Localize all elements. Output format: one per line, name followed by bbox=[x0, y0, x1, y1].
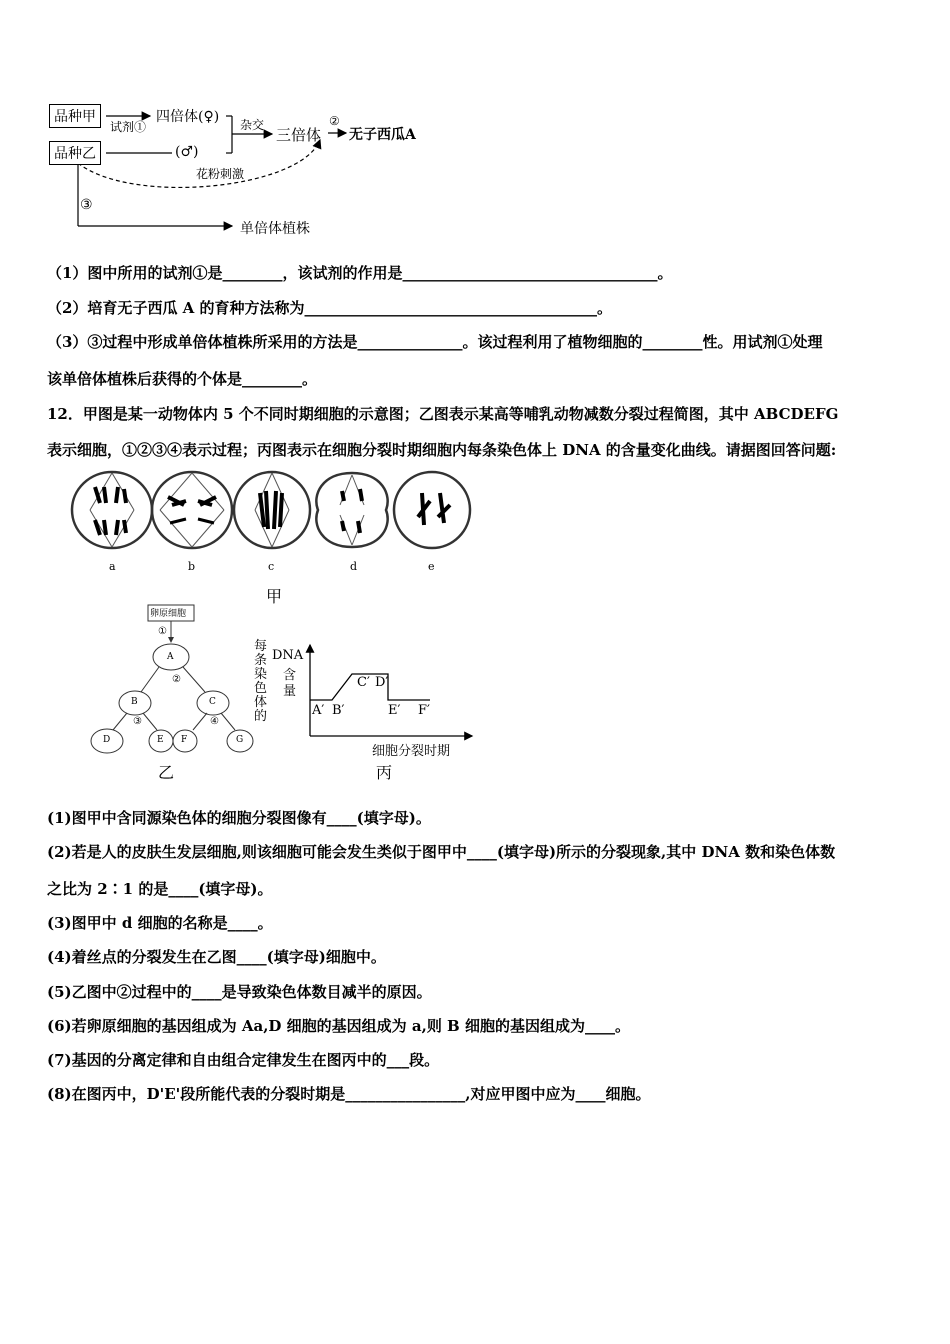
point-C: C′ bbox=[357, 675, 370, 690]
tetraploid-label: 四倍体(♀) bbox=[156, 109, 220, 125]
q12-intro-line2: 表示细胞，①②③④表示过程；丙图表示在细胞分裂时期细胞内每条染色体上 DNA 的含量变化曲线。请据图回答问题: bbox=[47, 441, 837, 459]
step1-label: ① bbox=[158, 626, 167, 637]
q11-line4: 该单倍体植株后获得的个体是________。 bbox=[47, 370, 318, 388]
question-1: (1)图甲中含同源染色体的细胞分裂图像有____(填字母)。 bbox=[47, 809, 431, 827]
question-7: (7)基因的分离定律和自由组合定律发生在图丙中的___段。 bbox=[47, 1051, 440, 1069]
cell-label-c: c bbox=[268, 560, 275, 573]
dna-curve-chart bbox=[300, 640, 480, 750]
cell-G-label: G bbox=[236, 735, 244, 745]
cell-c bbox=[234, 472, 310, 548]
male-label: (♂) bbox=[175, 144, 199, 160]
cell-B-label: B bbox=[131, 697, 138, 707]
q12-intro-line1: 12．甲图是某一动物体内 5 个不同时期细胞的示意图；乙图表示某高等哺乳动物减数分裂过程简图，其中 ABCDEFG bbox=[47, 405, 839, 423]
figure-bing-caption: 丙 bbox=[376, 763, 393, 782]
cell-d bbox=[316, 473, 387, 547]
cell-label-e: e bbox=[428, 560, 435, 573]
q11-line2: （2）培育无子西瓜 A 的育种方法称为_______________________________________。 bbox=[47, 299, 613, 317]
bing-xlabel: 细胞分裂时期 bbox=[372, 744, 451, 759]
question-3: (3)图甲中 d 细胞的名称是____。 bbox=[47, 914, 273, 932]
cell-label-b: b bbox=[188, 560, 196, 573]
bing-ylabel-liang: 量 bbox=[283, 684, 297, 699]
step2-tree-label: ② bbox=[172, 674, 181, 685]
pollen-label: 花粉刺激 bbox=[196, 167, 245, 181]
point-B: B′ bbox=[332, 703, 345, 718]
cell-drawings bbox=[60, 465, 490, 575]
question-8: (8)在图丙中，D'E'段所能代表的分裂时期是________________,对应甲图中应为____细胞。 bbox=[47, 1085, 651, 1103]
dna-content-line bbox=[310, 674, 430, 700]
cell-A-label: A bbox=[167, 652, 174, 662]
cell-C-label: C bbox=[209, 697, 216, 707]
bing-ylabel-vertical: 每条染色体的 bbox=[254, 639, 268, 724]
step4-tree-label: ④ bbox=[210, 716, 219, 727]
variety-jia-box: 品种甲 bbox=[49, 104, 101, 128]
cell-label-d: d bbox=[350, 560, 358, 573]
bing-ylabel-dna: DNA bbox=[272, 648, 304, 663]
question-6: (6)若卵原细胞的基因组成为 Aa,D 细胞的基因组成为 a,则 B 细胞的基因组成为____。 bbox=[47, 1017, 630, 1035]
cell-label-a: a bbox=[109, 560, 116, 573]
point-F: F′ bbox=[418, 703, 430, 718]
question-2-line1: (2)若是人的皮肤生发层细胞,则该细胞可能会发生类似于图甲中____(填字母)所示的分裂现象,其中 DNA 数和染色体数 bbox=[47, 843, 836, 861]
step3-tree-label: ③ bbox=[133, 716, 142, 727]
q11-line1: （1）图中所用的试剂①是________，该试剂的作用是__________________________________。 bbox=[47, 264, 673, 282]
oogonium-label: 卵原细胞 bbox=[150, 609, 187, 619]
triploid-label: 三倍体 bbox=[276, 126, 322, 144]
figure-jia-caption: 甲 bbox=[266, 587, 283, 606]
question-4: (4)着丝点的分裂发生在乙图____(填字母)细胞中。 bbox=[47, 948, 386, 966]
point-D: D′ bbox=[375, 675, 389, 690]
cell-a bbox=[72, 472, 152, 548]
point-A: A′ bbox=[312, 703, 325, 718]
reagent-label: 试剂① bbox=[110, 120, 147, 134]
cell-F-label: F bbox=[181, 735, 188, 745]
step3-label: ③ bbox=[80, 197, 93, 213]
seedless-watermelon-label: 无子西瓜A bbox=[349, 127, 416, 143]
point-E: E′ bbox=[388, 703, 401, 718]
haploid-label: 单倍体植株 bbox=[240, 221, 310, 237]
variety-yi-box: 品种乙 bbox=[49, 141, 101, 165]
q11-line3: （3）③过程中形成单倍体植株所采用的方法是______________。该过程利用了植物细胞的________性。用试剂①处理 bbox=[47, 333, 823, 351]
cell-e bbox=[394, 472, 470, 548]
figure-yi-caption: 乙 bbox=[158, 763, 175, 782]
step2-label: ② bbox=[329, 114, 340, 128]
cross-label: 杂交 bbox=[240, 118, 265, 132]
cell-D-label: D bbox=[103, 735, 111, 745]
question-2-line2: 之比为 2∶1 的是____(填字母)。 bbox=[47, 880, 273, 898]
bing-ylabel-han: 含 bbox=[283, 668, 297, 683]
cell-E-label: E bbox=[157, 735, 164, 745]
question-5: (5)乙图中②过程中的____是导致染色体数目减半的原因。 bbox=[47, 983, 432, 1001]
cell-b bbox=[152, 472, 232, 548]
